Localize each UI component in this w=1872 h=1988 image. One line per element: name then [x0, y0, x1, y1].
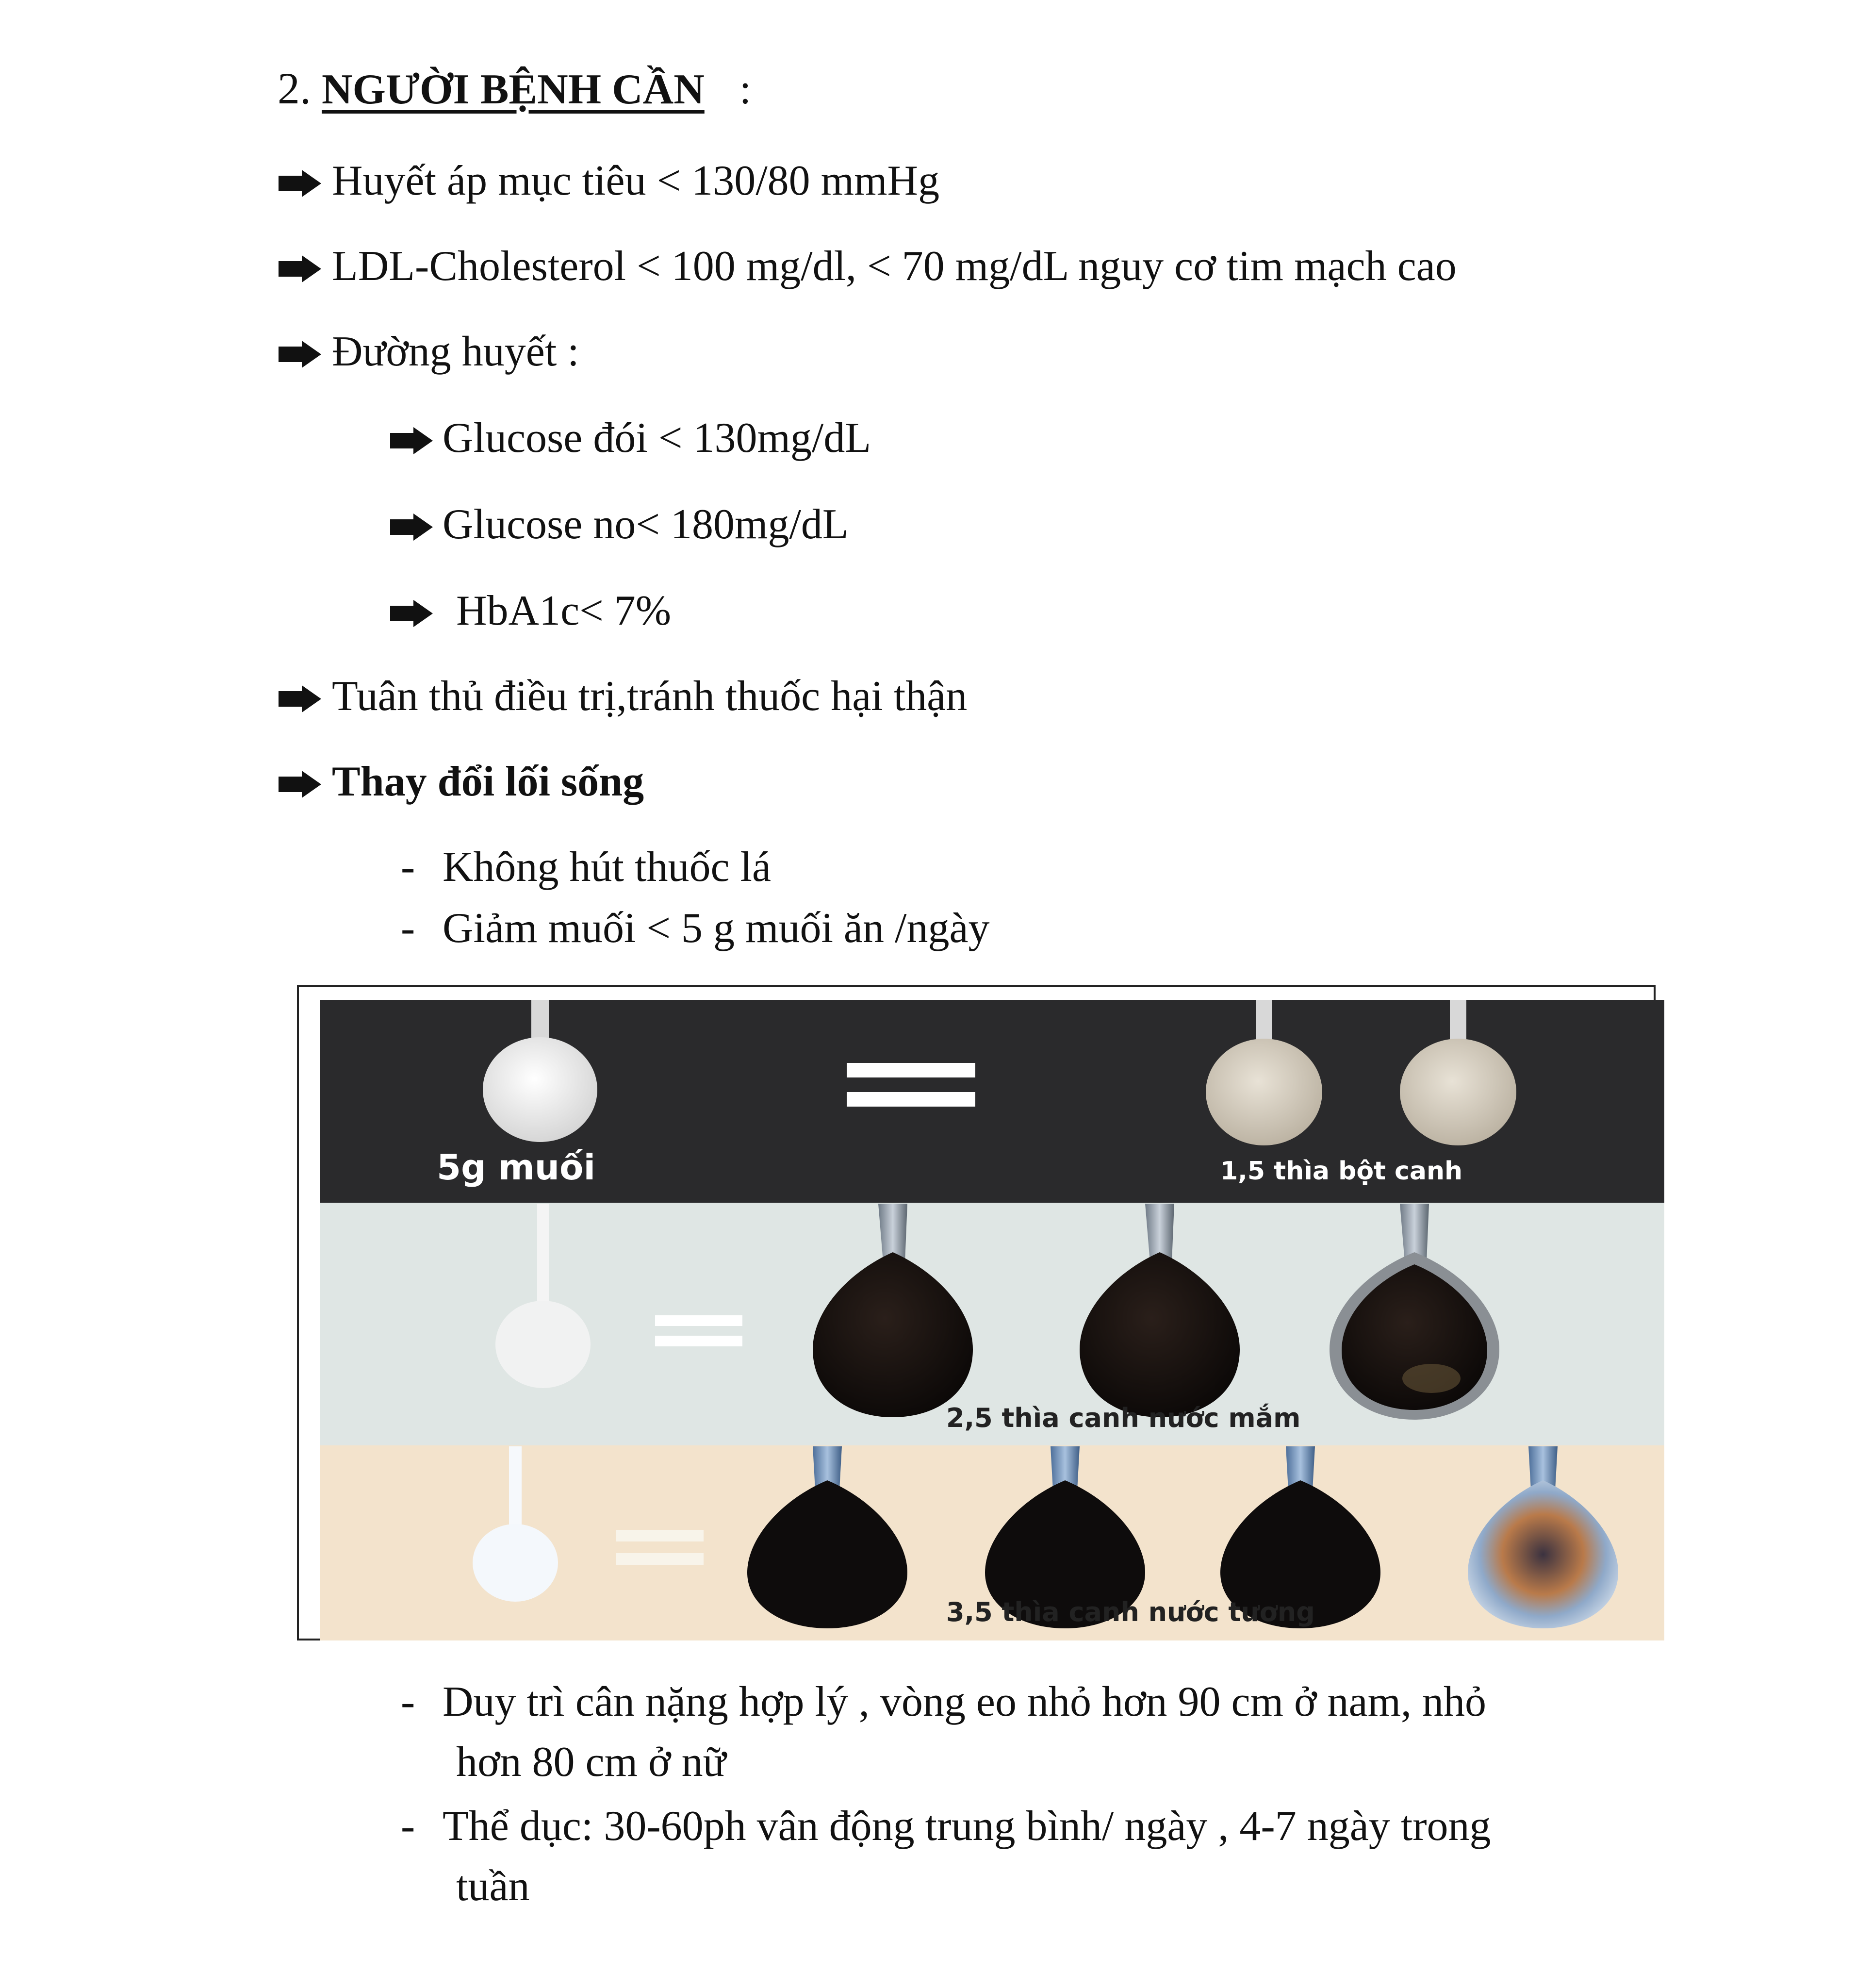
glucose-fasting: Glucose đói < 130mg/dL — [443, 414, 871, 462]
right-arrow-bullet-icon — [278, 169, 322, 198]
lifestyle-reduce-salt: Giảm muối < 5 g muối ăn /ngày — [443, 905, 990, 952]
right-arrow-bullet-icon — [278, 340, 322, 369]
glucose-postprandial: Glucose no< 180mg/dL — [443, 501, 849, 548]
glucose-heading: Đường huyết : — [332, 328, 579, 375]
lifestyle-no-smoking: Không hút thuốc lá — [443, 844, 772, 891]
lifestyle-weight-line2: hơn 80 cm ở nữ — [456, 1739, 726, 1786]
right-arrow-bullet-icon — [278, 684, 322, 713]
right-arrow-bullet-icon — [389, 599, 434, 628]
right-arrow-bullet-icon — [278, 770, 322, 799]
lifestyle-title: Thay đổi lối sống — [332, 758, 644, 805]
dash-marker: - — [401, 905, 415, 952]
section-title: NGƯỜI BỆNH CẦN — [322, 66, 705, 113]
dash-marker: - — [401, 844, 415, 891]
salt-equivalence-figure — [320, 1000, 1664, 1640]
label-soy-sauce: 3,5 thìa canh nước tương — [946, 1597, 1315, 1627]
right-arrow-bullet-icon — [389, 426, 434, 455]
dash-marker: - — [401, 1803, 415, 1850]
dash-marker: - — [401, 1678, 415, 1725]
section-number: 2. — [278, 64, 311, 113]
lifestyle-weight-line1: Duy trì cân nặng hợp lý , vòng eo nhỏ hơn 90 cm ở nam, nhỏ — [443, 1678, 1487, 1725]
ldl-target: LDL-Cholesterol < 100 mg/dl, < 70 mg/dL nguy cơ tim mạch cao — [332, 243, 1457, 290]
treatment-compliance: Tuân thủ điều trị,tránh thuốc hại thận — [332, 673, 968, 720]
section-heading — [278, 63, 751, 115]
hba1c-target: HbA1c< 7% — [456, 587, 672, 634]
lifestyle-exercise-line1: Thể dục: 30-60ph vân động trung bình/ ngày , 4-7 ngày trong — [443, 1803, 1491, 1850]
bp-target: Huyết áp mục tiêu < 130/80 mmHg — [332, 157, 940, 204]
label-seasoning-powder: 1,5 thìa bột canh — [1220, 1157, 1462, 1186]
section-colon: : — [739, 66, 752, 113]
lifestyle-exercise-line2: tuần — [456, 1863, 530, 1910]
right-arrow-bullet-icon — [389, 513, 434, 542]
label-5g-salt: 5g muối — [437, 1147, 596, 1188]
label-fish-sauce: 2,5 thìa canh nước mắm — [946, 1403, 1301, 1433]
right-arrow-bullet-icon — [278, 254, 322, 283]
